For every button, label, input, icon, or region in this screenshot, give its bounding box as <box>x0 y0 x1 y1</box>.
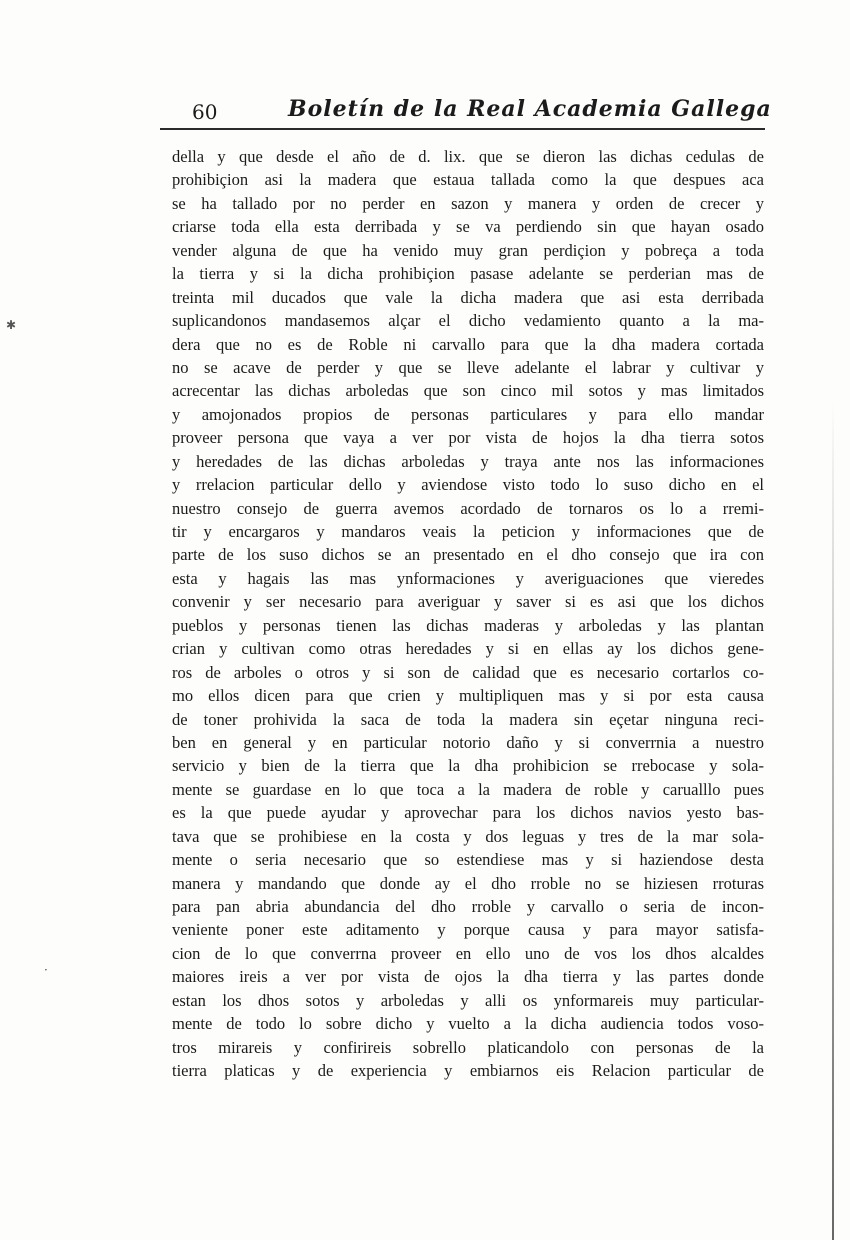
text-line: para pan abria abundancia del dho rroble y carvallo o seria de incon- <box>172 897 764 916</box>
text-line: pueblos y personas tienen las dichas maderas y arboledas y las plantan <box>172 615 764 635</box>
text-line: estan los dhos sotos y arboledas y alli os ynformareis muy particular- <box>172 990 764 1010</box>
text-line: tierra platicas y de experiencia y embiarnos eis Relacion particular de <box>172 1061 764 1081</box>
text-line: manera y mandando que donde ay el dho rroble no se hiziesen rroturas <box>172 873 764 893</box>
text-line: mente de todo lo sobre dicho y vuelto a la dicha audiencia todos voso- <box>172 1014 764 1034</box>
text-line: tros mirareis y confirireis sobrello platicandolo con personas de la <box>172 1037 764 1057</box>
text-line: suplicandonos mandasemos alçar el dicho vedamiento quanto a la ma- <box>172 311 764 331</box>
text-line: criarse toda ella esta derribada y se va perdiendo sin que hayan osado <box>172 217 764 237</box>
scan-speck: · <box>44 963 48 977</box>
text-line: mente se guardase en lo que toca a la madera de roble y carualllo pues <box>172 779 764 799</box>
header-rule <box>160 128 765 130</box>
text-line: dera que no es de Roble ni carvallo para que la dha madera cortada <box>172 334 764 354</box>
text-line: y heredades de las dichas arboledas y traya ante nos las informaciones <box>172 451 764 471</box>
text-line: convenir y ser necesario para averiguar y saver si es asi que los dichos <box>172 592 764 612</box>
text-line: es la que puede ayudar y aprovechar para los dichos navios yesto bas- <box>172 803 764 823</box>
text-line: mente o seria necesario que so estendiese mas y si haziendose desta <box>172 850 764 870</box>
running-title: Boletín de la Real Academia Gallega <box>288 96 772 122</box>
text-line: prohibiçion asi la madera que estaua tallada como la que despues aca <box>172 170 764 190</box>
text-line: mo ellos dicen para que crien y multipliquen mas y si por esta causa <box>172 686 764 706</box>
text-line: ben en general y en particular notorio daño y si converrnia a nuestro <box>172 732 764 752</box>
text-line: veniente poner este aditamento y porque causa y para mayor satisfa- <box>172 920 764 940</box>
text-line: de toner prohivida la saca de toda la madera sin eçetar ninguna reci- <box>172 709 764 729</box>
text-line: nuestro consejo de guerra avemos acordado de tornaros os lo a rremi- <box>172 498 764 518</box>
text-line: tava que se prohibiese en la costa y dos leguas y tres de la mar sola- <box>172 826 764 846</box>
text-line: vender alguna de que ha venido muy gran perdiçion y pobreça a toda <box>172 240 764 260</box>
text-line: treinta mil ducados que vale la dicha madera que asi esta derribada <box>172 287 764 307</box>
text-line: servicio y bien de la tierra que la dha prohibicion se rrebocase y sola- <box>172 756 764 776</box>
text-line: no se acave de perder y que se lleve adelante el labrar y cultivar y <box>172 357 764 377</box>
text-line: acrecentar las dichas arboledas que son cinco mil sotos y mas limitados <box>172 381 764 401</box>
text-line: esta y hagais las mas ynformaciones y averiguaciones que vieredes <box>172 568 764 588</box>
body-text <box>172 145 764 1083</box>
page-number: 60 <box>192 100 218 124</box>
page-header <box>160 96 772 130</box>
text-line: ros de arboles o otros y si son de calidad que es necesario cortarlos co- <box>172 662 764 682</box>
text-line: parte de los suso dichos se an presentado en el dho consejo que ira con <box>172 545 764 565</box>
text-line: proveer persona que vaya a ver por vista de hojos la dha tierra sotos <box>172 428 764 448</box>
text-line: y amojonados propios de personas particulares y para ello mandar <box>172 404 764 424</box>
text-line: cion de lo que converrna proveer en ello uno de vos los dhos alcaldes <box>172 943 764 963</box>
text-line: della y que desde el año de d. lix. que se dieron las dichas cedulas de <box>172 147 764 166</box>
scan-edge-shadow <box>832 400 834 1240</box>
text-line: se ha tallado por no perder en sazon y manera y orden de crecer y <box>172 193 764 213</box>
scan-speck: ✱ <box>6 318 17 332</box>
text-line: crian y cultivan como otras heredades y si en ellas ay los dichos gene- <box>172 639 764 659</box>
text-line: tir y encargaros y mandaros veais la peticion y informaciones que de <box>172 522 764 541</box>
text-line: y rrelacion particular dello y aviendose visto todo lo suso dicho en el <box>172 475 764 495</box>
text-line: maiores ireis a ver por vista de ojos la dha tierra y las partes donde <box>172 967 764 987</box>
text-line: la tierra y si la dicha prohibiçion pasase adelante se perderian mas de <box>172 264 764 284</box>
